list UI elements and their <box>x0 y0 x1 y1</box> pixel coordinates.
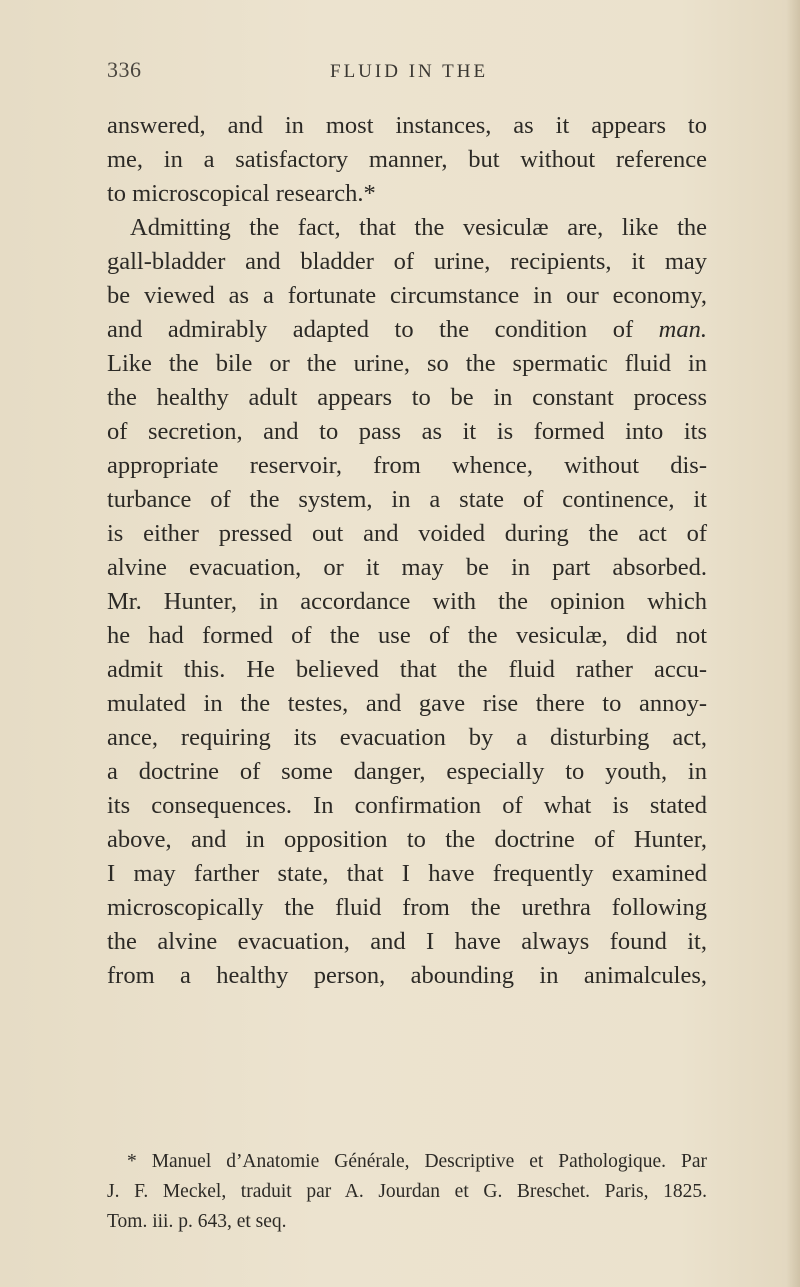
text-line: Admitting the fact, that the vesiculæ are, like the <box>130 214 707 241</box>
text-line: appropriate reservoir, from whence, without dis- <box>107 452 707 479</box>
text-line <box>107 313 707 347</box>
text-line: be viewed as a fortunate circumstance in our economy, <box>107 282 707 309</box>
text-line: of secretion, and to pass as it is formed into its <box>107 418 707 445</box>
text-line: he had formed of the use of the vesiculæ, did not <box>107 622 707 649</box>
text-line: is either pressed out and voided during the act of <box>107 520 707 547</box>
text-line: alvine evacuation, or it may be in part absorbed. <box>107 554 707 581</box>
text-line: its consequences. In confirmation of what is stated <box>107 792 707 819</box>
text-line: turbance of the system, in a state of continence, it <box>107 486 707 513</box>
text-line: I may farther state, that I have frequently examined <box>107 860 707 887</box>
text-line: above, and in opposition to the doctrine of Hunter, <box>107 826 707 853</box>
page-edge-shadow <box>786 0 800 1287</box>
text-line: a doctrine of some danger, especially to youth, in <box>107 758 707 785</box>
text-line: the healthy adult appears to be in constant process <box>107 384 707 411</box>
text-line: gall-bladder and bladder of urine, recipients, it may <box>107 248 707 275</box>
text-line: answered, and in most instances, as it appears to <box>107 112 707 139</box>
text-line-part: and admirably adapted to the condition of <box>107 316 659 343</box>
text-line: to microscopical research.* <box>107 180 376 207</box>
text-line: microscopically the fluid from the urethra following <box>107 894 707 921</box>
footnote-line: J. F. Meckel, traduit par A. Jourdan et G. Breschet. Paris, 1825. <box>107 1181 707 1202</box>
text-line: admit this. He believed that the fluid rather accu- <box>107 656 707 683</box>
text-line: ance, requiring its evacuation by a disturbing act, <box>107 724 707 751</box>
footnote-line: * Manuel d’Anatomie Générale, Descriptive et Pathologique. Par <box>127 1151 707 1172</box>
text-line: Mr. Hunter, in accordance with the opinion which <box>107 588 707 615</box>
text-line: mulated in the testes, and gave rise there to annoy- <box>107 690 707 717</box>
italic-word: man. <box>658 316 707 343</box>
text-line: the alvine evacuation, and I have always found it, <box>107 928 707 955</box>
body-text <box>107 109 707 993</box>
running-head: FLUID IN THE <box>330 61 489 82</box>
text-line: me, in a satisfactory manner, but without reference <box>107 146 707 173</box>
footnote-line: Tom. iii. p. 643, et seq. <box>107 1211 287 1232</box>
text-line: Like the bile or the urine, so the spermatic fluid in <box>107 350 707 377</box>
footnote <box>107 1147 707 1237</box>
page-number: 336 <box>107 57 142 82</box>
text-line: from a healthy person, abounding in animalcules, <box>107 962 707 989</box>
